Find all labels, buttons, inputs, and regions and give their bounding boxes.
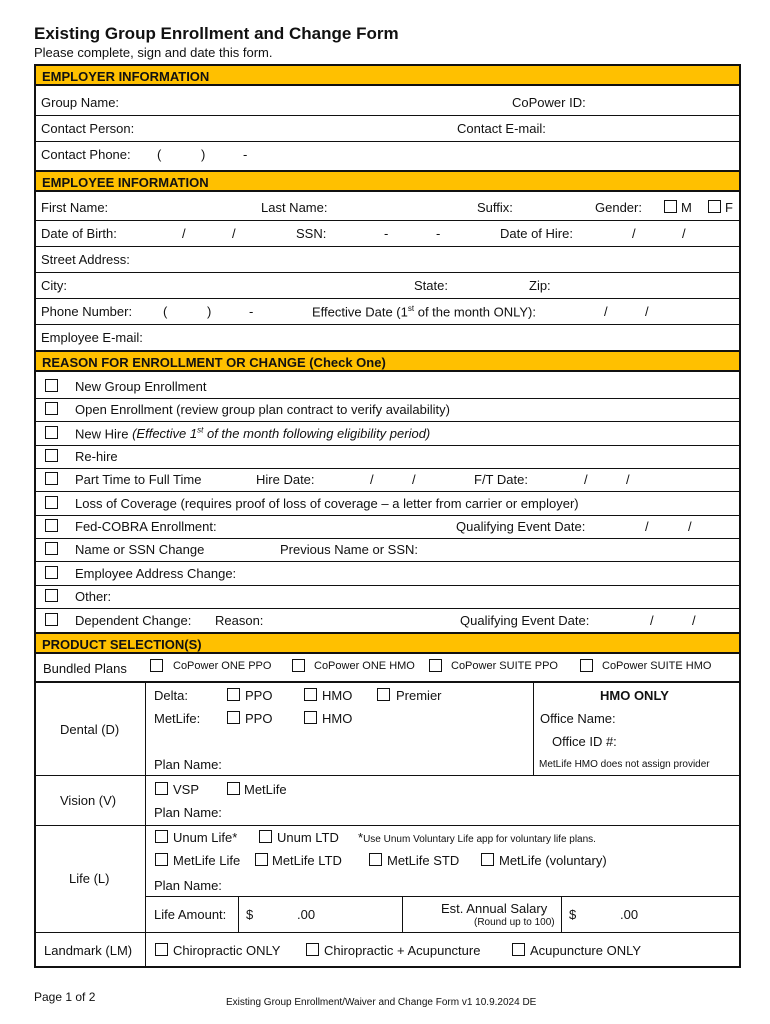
address-change-checkbox[interactable] xyxy=(45,566,58,579)
unum-ltd-checkbox[interactable] xyxy=(259,830,272,843)
ssn-dash-1: - xyxy=(384,226,389,241)
first-name-label: First Name: xyxy=(41,200,109,215)
hire-slash-2: / xyxy=(682,226,686,241)
metlife-hmo-note: MetLife HMO does not assign provider xyxy=(539,759,710,770)
dob-label: Date of Birth: xyxy=(41,226,117,241)
hire-date-slash-1: / xyxy=(370,472,374,487)
hire-slash-1: / xyxy=(632,226,636,241)
dep-qe-slash-1: / xyxy=(650,613,654,628)
city-label: City: xyxy=(41,278,67,293)
vision-metlife-checkbox[interactable] xyxy=(227,782,240,795)
previous-name-label: Previous Name or SSN: xyxy=(280,542,418,557)
ssn-dash-2: - xyxy=(436,226,441,241)
street-address-label: Street Address: xyxy=(41,252,130,267)
gender-f-label: F xyxy=(725,200,733,215)
delta-hmo-label: HMO xyxy=(322,688,353,703)
divider xyxy=(34,421,741,422)
divider xyxy=(34,272,741,273)
life-label: Life (L) xyxy=(69,871,110,886)
last-name-label: Last Name: xyxy=(261,200,328,215)
ft-date-slash-1: / xyxy=(584,472,588,487)
bundled-plans-label: Bundled Plans xyxy=(43,661,127,676)
effective-slash-1: / xyxy=(604,304,608,319)
divider xyxy=(34,608,741,609)
form-version: Existing Group Enrollment/Waiver and Change Form v1 10.9.2024 DE xyxy=(226,997,537,1008)
metlife-std-checkbox[interactable] xyxy=(369,853,382,866)
fed-cobra-checkbox[interactable] xyxy=(45,519,58,532)
gender-f-checkbox[interactable] xyxy=(708,200,721,213)
dependent-reason-label: Reason: xyxy=(215,613,264,628)
delta-label: Delta: xyxy=(154,688,188,703)
metlife-ppo-label: PPO xyxy=(245,711,273,726)
divider xyxy=(34,115,741,116)
divider xyxy=(34,398,741,399)
dep-qe-slash-2: / xyxy=(692,613,696,628)
gender-label: Gender: xyxy=(595,200,642,215)
hire-date-label: Hire Date: xyxy=(256,472,315,487)
dependent-qualifying-event-label: Qualifying Event Date: xyxy=(460,613,590,628)
round-note: (Round up to 100) xyxy=(474,917,555,928)
gender-m-label: M xyxy=(681,200,692,215)
divider xyxy=(34,298,741,299)
metlife-ppo-checkbox[interactable] xyxy=(227,711,240,724)
phone-paren-close: ) xyxy=(201,147,206,162)
vision-label: Vision (V) xyxy=(60,793,117,808)
dependent-change-label: Dependent Change: xyxy=(75,613,192,628)
effective-date-label: Effective Date (1st of the month ONLY): xyxy=(312,304,536,320)
contact-person-label: Contact Person: xyxy=(41,121,135,136)
phone-dash: - xyxy=(243,147,248,162)
life-amount-divider xyxy=(238,896,239,932)
phone-dash: - xyxy=(249,304,254,319)
salary-divider xyxy=(402,896,403,932)
name-ssn-change-label: Name or SSN Change xyxy=(75,542,205,557)
ft-date-slash-2: / xyxy=(626,472,630,487)
acu-only-checkbox[interactable] xyxy=(512,943,525,956)
page-number: Page 1 of 2 xyxy=(34,990,96,1004)
delta-premier-label: Premier xyxy=(396,688,442,703)
metlife-voluntary-label: MetLife (voluntary) xyxy=(499,853,607,868)
divider xyxy=(34,491,741,492)
copower-suite-hmo-checkbox[interactable] xyxy=(580,659,593,672)
phone-paren-open: ( xyxy=(163,304,168,319)
hire-date-slash-2: / xyxy=(412,472,416,487)
life-amount-dollar: $ xyxy=(246,907,254,922)
employer-section-header: EMPLOYER INFORMATION xyxy=(34,64,741,86)
delta-ppo-checkbox[interactable] xyxy=(227,688,240,701)
dental-plan-name-label: Plan Name: xyxy=(154,757,222,772)
copower-suite-ppo-label: CoPower SUITE PPO xyxy=(451,660,558,672)
part-time-checkbox[interactable] xyxy=(45,472,58,485)
dependent-change-checkbox[interactable] xyxy=(45,613,58,626)
unum-life-checkbox[interactable] xyxy=(155,830,168,843)
new-group-label: New Group Enrollment xyxy=(75,379,207,394)
vsp-label: VSP xyxy=(173,782,200,797)
metlife-hmo-label: HMO xyxy=(322,711,353,726)
reason-section-header: REASON FOR ENROLLMENT OR CHANGE (Check One) xyxy=(34,350,741,372)
dob-slash-2: / xyxy=(232,226,236,241)
divider xyxy=(34,220,741,221)
phone-paren-close: ) xyxy=(207,304,212,319)
new-hire-label: New Hire (Effective 1st of the month following eligibility period) xyxy=(75,426,431,442)
divider xyxy=(34,538,741,539)
contact-email-label: Contact E-mail: xyxy=(457,121,546,136)
divider xyxy=(34,825,741,826)
dob-slash-1: / xyxy=(182,226,186,241)
metlife-hmo-checkbox[interactable] xyxy=(304,711,317,724)
salary-dollar: $ xyxy=(569,907,577,922)
chiro-acu-label: Chiropractic + Acupuncture xyxy=(324,943,481,958)
vision-metlife-label: MetLife xyxy=(244,782,287,797)
chiro-only-label: Chiropractic ONLY xyxy=(173,943,281,958)
other-checkbox[interactable] xyxy=(45,589,58,602)
delta-premier-checkbox[interactable] xyxy=(377,688,390,701)
vision-plan-name-label: Plan Name: xyxy=(154,805,222,820)
page-title: Existing Group Enrollment and Change Form xyxy=(34,24,399,43)
unum-ltd-label: Unum LTD xyxy=(277,830,339,845)
divider xyxy=(34,324,741,325)
qe-slash-1: / xyxy=(645,519,649,534)
divider xyxy=(34,246,741,247)
hmo-only-label: HMO ONLY xyxy=(600,688,669,703)
chiro-only-checkbox[interactable] xyxy=(155,943,168,956)
divider xyxy=(34,515,741,516)
open-enrollment-checkbox[interactable] xyxy=(45,402,58,415)
phone-number-label: Phone Number: xyxy=(41,304,133,319)
ssn-label: SSN: xyxy=(296,226,327,241)
new-hire-checkbox[interactable] xyxy=(45,426,58,439)
dental-label: Dental (D) xyxy=(60,722,120,737)
copower-suite-ppo-checkbox[interactable] xyxy=(429,659,442,672)
divider xyxy=(145,896,741,897)
metlife-life-label: MetLife Life xyxy=(173,853,241,868)
product-section-header: PRODUCT SELECTION(S) xyxy=(34,632,741,654)
gender-m-checkbox[interactable] xyxy=(664,200,677,213)
metlife-ltd-label: MetLife LTD xyxy=(272,853,342,868)
ft-date-label: F/T Date: xyxy=(474,472,528,487)
acu-only-label: Acupuncture ONLY xyxy=(530,943,642,958)
suffix-label: Suffix: xyxy=(477,200,513,215)
chiro-acu-checkbox[interactable] xyxy=(306,943,319,956)
page-subtitle: Please complete, sign and date this form. xyxy=(34,45,273,60)
loss-coverage-label: Loss of Coverage (requires proof of loss of coverage – a letter from carrier or employer) xyxy=(75,496,579,511)
divider xyxy=(34,445,741,446)
metlife-dental-label: MetLife: xyxy=(154,711,201,726)
divider xyxy=(34,585,741,586)
office-name-label: Office Name: xyxy=(540,711,616,726)
divider xyxy=(34,775,741,776)
employee-email-label: Employee E-mail: xyxy=(41,330,143,345)
zip-label: Zip: xyxy=(529,278,551,293)
copower-one-hmo-checkbox[interactable] xyxy=(292,659,305,672)
part-time-label: Part Time to Full Time xyxy=(75,472,202,487)
open-enrollment-label: Open Enrollment (review group plan contract to verify availability) xyxy=(75,402,451,417)
delta-ppo-label: PPO xyxy=(245,688,273,703)
delta-hmo-checkbox[interactable] xyxy=(304,688,317,701)
copower-one-ppo-checkbox[interactable] xyxy=(150,659,163,672)
qualifying-event-label: Qualifying Event Date: xyxy=(456,519,586,534)
rehire-checkbox[interactable] xyxy=(45,449,58,462)
hmo-box-divider xyxy=(533,681,534,775)
est-salary-label: Est. Annual Salary xyxy=(441,901,548,916)
state-label: State: xyxy=(414,278,448,293)
copower-id-label: CoPower ID: xyxy=(512,95,586,110)
employee-section-header: EMPLOYEE INFORMATION xyxy=(34,170,741,192)
other-label: Other: xyxy=(75,589,112,604)
metlife-ltd-checkbox[interactable] xyxy=(255,853,268,866)
divider xyxy=(34,468,741,469)
copower-one-hmo-label: CoPower ONE HMO xyxy=(314,660,415,672)
effective-slash-2: / xyxy=(645,304,649,319)
divider xyxy=(34,561,741,562)
qe-slash-2: / xyxy=(688,519,692,534)
divider xyxy=(34,141,741,142)
life-amount-label: Life Amount: xyxy=(154,907,227,922)
unum-life-label: Unum Life* xyxy=(173,830,238,845)
copower-one-ppo-label: CoPower ONE PPO xyxy=(173,660,272,672)
fed-cobra-label: Fed-COBRA Enrollment: xyxy=(75,519,217,534)
life-amount-cents: .00 xyxy=(297,907,316,922)
new-group-checkbox[interactable] xyxy=(45,379,58,392)
life-plan-name-label: Plan Name: xyxy=(154,878,222,893)
contact-phone-label: Contact Phone: xyxy=(41,147,131,162)
office-id-label: Office ID #: xyxy=(552,734,617,749)
address-change-label: Employee Address Change: xyxy=(75,566,237,581)
divider xyxy=(34,932,741,933)
salary-value-divider xyxy=(561,896,562,932)
divider xyxy=(34,681,741,683)
metlife-voluntary-checkbox[interactable] xyxy=(481,853,494,866)
group-name-label: Group Name: xyxy=(41,95,120,110)
date-of-hire-label: Date of Hire: xyxy=(500,226,573,241)
copower-suite-hmo-label: CoPower SUITE HMO xyxy=(602,660,712,672)
name-ssn-change-checkbox[interactable] xyxy=(45,542,58,555)
rehire-label: Re-hire xyxy=(75,449,118,464)
metlife-life-checkbox[interactable] xyxy=(155,853,168,866)
unum-note: *Use Unum Voluntary Life app for voluntary life plans. xyxy=(358,830,596,845)
metlife-std-label: MetLife STD xyxy=(387,853,460,868)
landmark-label: Landmark (LM) xyxy=(44,943,133,958)
phone-paren-open: ( xyxy=(157,147,162,162)
loss-coverage-checkbox[interactable] xyxy=(45,496,58,509)
vsp-checkbox[interactable] xyxy=(155,782,168,795)
salary-cents: .00 xyxy=(620,907,639,922)
